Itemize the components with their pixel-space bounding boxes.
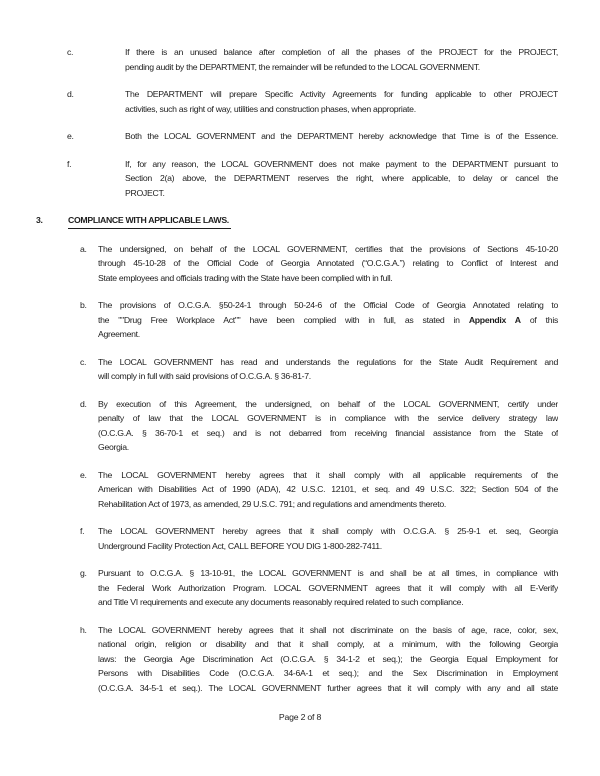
item-text — [98, 566, 558, 610]
text-line: American with Disabilities Act of 1990 (ADA), 42 U.S.C. 12101, et seq. and 49 U.S.C. 322; Section 504 of the — [98, 484, 558, 494]
text-line: The LOCAL GOVERNMENT hereby agrees that it shall comply with O.C.G.A. § 25-9-1 et. seq, Georgia — [98, 526, 558, 536]
text-line: will comply in full with said provisions of O.C.G.A. § 36-81-7. — [98, 371, 311, 381]
item-marker: a. — [80, 243, 87, 254]
text-line: Rehabilitation Act of 1973, as amended, 29 U.S.C. 791; and regulations and amendments thereto. — [98, 498, 447, 509]
item-marker: b. — [80, 300, 87, 310]
list-item-e — [67, 129, 558, 144]
text-line: (O.C.G.A. 34-5-1 et seq.). The LOCAL GOVERNMENT further agrees that it will comply with any and all state — [98, 682, 558, 693]
text-line: Georgia. — [98, 442, 129, 452]
list-item-a — [80, 242, 558, 286]
item-marker: d. — [80, 398, 87, 409]
text-line: By execution of this Agreement, the undersigned, on behalf of the LOCAL GOVERNMENT, certify under — [98, 398, 558, 409]
text-line: Both the LOCAL GOVERNMENT and the DEPARTMENT hereby acknowledge that Time is of the Essence. — [125, 131, 558, 141]
text-line: Section 2(a) above, the DEPARTMENT reserves the right, where applicable, to delay or cancel the — [125, 173, 558, 183]
text-line: State employees and officials trading with the State have been complied with in full. — [98, 272, 393, 283]
text-line: If, for any reason, the LOCAL GOVERNMENT does not make payment to the DEPARTMENT pursuant to — [125, 158, 558, 169]
item-marker: c. — [67, 47, 74, 57]
list-item-g — [80, 566, 558, 610]
text-line: activities, such as right of way, utilities and construction phases, when appropriate. — [125, 103, 416, 114]
text-line: The undersigned, on behalf of the LOCAL GOVERNMENT, certifies that the provisions of Sections 45-10-20 — [98, 243, 558, 254]
list-item-h — [80, 623, 558, 696]
text-line: Persons with Disabilities Code (O.C.G.A. 34-6A-1 et seq.); and the Sex Discrimination in Employment — [98, 668, 558, 678]
text-line: national origin, religion or disability and that it shall comply, at a minimum, with the following Georgia — [98, 639, 558, 649]
text-line: and Title VI requirements and execute any documents reasonably required related to such compliance. — [98, 597, 464, 607]
item-text — [98, 524, 558, 553]
list-item-c — [67, 45, 558, 74]
item-text — [125, 45, 558, 74]
text-line: (O.C.G.A. § 36-70-1 et seq.) and is not debarred from receiving financial assistance from the State of — [98, 427, 558, 438]
list-item-d — [80, 397, 558, 455]
section-2-continued-list — [0, 45, 600, 200]
list-item-b — [80, 298, 558, 342]
text-line: the Federal Work Authorization Program. LOCAL GOVERNMENT agrees that it will comply with all E-Verify — [98, 582, 558, 593]
item-marker: d. — [67, 89, 74, 99]
text-line: Underground Facility Protection Act, CALL BEFORE YOU DIG 1-800-282-7411. — [98, 540, 382, 551]
section-3-list — [0, 242, 600, 696]
item-text — [98, 623, 558, 696]
item-marker: h. — [80, 624, 87, 635]
item-text — [125, 87, 558, 116]
item-text — [125, 157, 558, 201]
text-line: The DEPARTMENT will prepare Specific Activity Agreements for funding applicable to other PROJECT — [125, 89, 558, 99]
item-text — [125, 129, 558, 144]
item-text — [98, 468, 558, 512]
item-marker: f. — [67, 158, 72, 169]
text-line: Pursuant to O.C.G.A. § 13-10-91, the LOCAL GOVERNMENT is and shall be at all times, in compliance with — [98, 568, 558, 578]
text-line: pending audit by the DEPARTMENT, the remainder will be refunded to the LOCAL GOVERNMENT. — [125, 61, 480, 72]
section-number: 3. — [36, 215, 43, 225]
page-content — [0, 45, 600, 708]
list-item-e — [80, 468, 558, 512]
item-text — [98, 298, 558, 342]
list-item-d — [67, 87, 558, 116]
list-item-f — [80, 524, 558, 553]
text-line: The LOCAL GOVERNMENT hereby agrees that it shall comply with all applicable requirements of the — [98, 469, 558, 480]
item-text — [98, 355, 558, 384]
text-line: Agreement. — [98, 329, 140, 339]
text-line: The LOCAL GOVERNMENT hereby agrees that it shall not discriminate on the basis of age, race, color, sex, — [98, 624, 558, 635]
text-line: the ""Drug Free Workplace Act"" have been complied with in full, as stated in Appendix A of this — [98, 314, 558, 325]
item-text — [98, 397, 558, 455]
item-marker: c. — [80, 356, 87, 367]
text-line: through 45-10-28 of the Official Code of Georgia Annotated (“O.C.G.A.”) relating to Conflict of Interest and — [98, 258, 558, 268]
text-line: The provisions of O.C.G.A. §50-24-1 through 50-24-6 of the Official Code of Georgia Annotated relating to — [98, 300, 558, 310]
text-line: laws: the Georgia Age Discrimination Act (O.C.G.A. § 34-1-2 et seq.); the Georgia Equal Employment for — [98, 653, 558, 664]
item-marker: e. — [80, 469, 87, 480]
text-line: PROJECT. — [125, 187, 165, 198]
item-marker: e. — [67, 131, 74, 141]
section-3-heading — [36, 213, 600, 229]
list-item-c — [80, 355, 558, 384]
bold-text: Appendix A — [468, 314, 521, 325]
text-line: If there is an unused balance after completion of all the phases of the PROJECT for the PROJECT, — [125, 47, 558, 57]
text-line: penalty of law that the LOCAL GOVERNMENT is in compliance with the service delivery strategy law — [98, 413, 558, 423]
page-footer: Page 2 of 8 — [278, 712, 322, 722]
item-marker: g. — [80, 568, 87, 578]
section-title: COMPLIANCE WITH APPLICABLE LAWS. — [68, 213, 231, 229]
item-marker: f. — [80, 526, 85, 536]
list-item-f — [67, 157, 558, 201]
text-line: The LOCAL GOVERNMENT has read and understands the regulations for the State Audit Requirement and — [98, 356, 558, 367]
item-text — [98, 242, 558, 286]
